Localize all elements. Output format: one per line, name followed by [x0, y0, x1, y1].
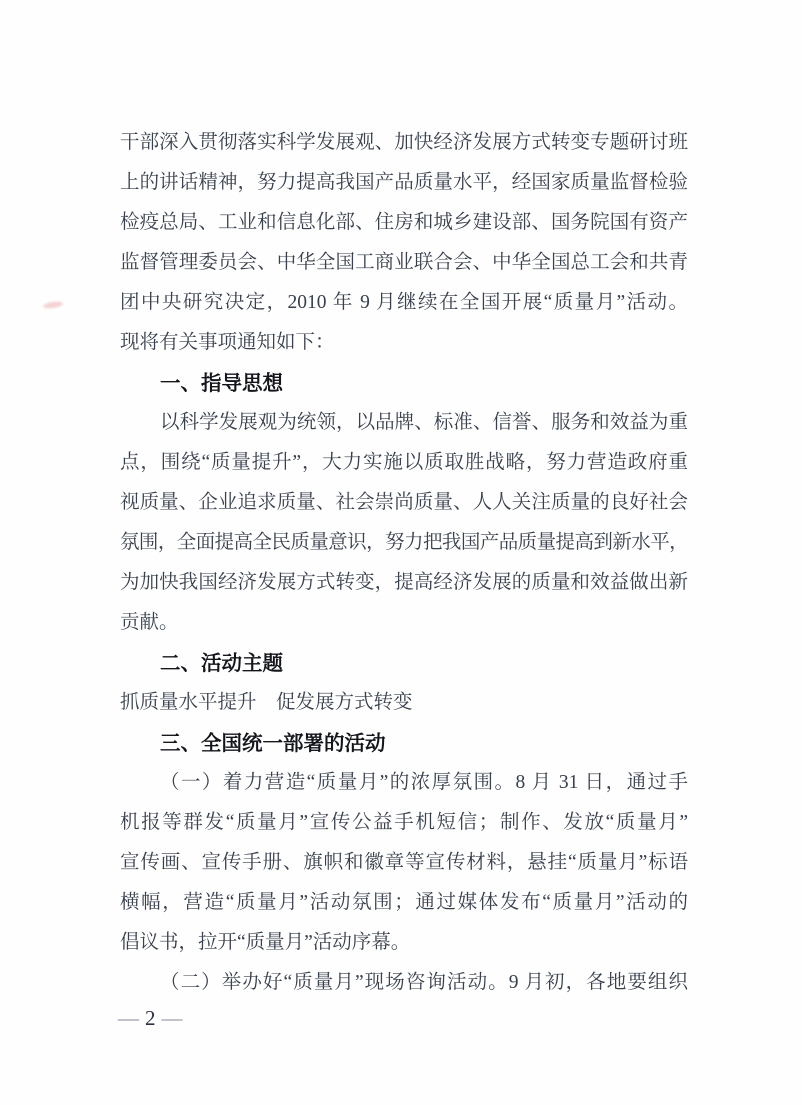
- footer-dash-left: —: [118, 1006, 139, 1030]
- text-line: 视质量、企业追求质量、社会崇尚质量、人人关注质量的良好社会: [120, 492, 688, 513]
- text-line: （二）举办好“质量月”现场咨询活动。9 月初，各地要组织: [160, 972, 688, 993]
- document-body: [120, 123, 688, 1003]
- text-line: 倡议书，拉开“质量月”活动序幕。: [120, 932, 411, 953]
- text-line: 横幅，营造“质量月”活动氛围；通过媒体发布“质量月”活动的: [120, 892, 688, 913]
- text-line: 氛围，全面提高全民质量意识，努力把我国产品质量提高到新水平，: [120, 532, 688, 553]
- footer-dash-right: —: [161, 1006, 183, 1030]
- section-heading-2: 二、活动主题: [160, 651, 283, 675]
- text-line: 现将有关事项通知如下：: [120, 332, 335, 353]
- text-line: 机报等群发“质量月”宣传公益手机短信；制作、发放“质量月”: [120, 812, 688, 833]
- text-line: 上的讲话精神，努力提高我国产品质量水平，经国家质量监督检验: [120, 172, 688, 193]
- text-line: （一）着力营造“质量月”的浓厚氛围。8 月 31 日，通过手: [160, 772, 688, 793]
- section-heading-3: 三、全国统一部署的活动: [160, 731, 386, 755]
- text-line: 贡献。: [120, 612, 179, 633]
- text-line: 以科学发展观为统领，以品牌、标准、信誉、服务和效益为重: [160, 412, 688, 433]
- page-number: 2: [145, 1006, 156, 1030]
- text-line: 监督管理委员会、中华全国工商业联合会、中华全国总工会和共青: [120, 252, 688, 273]
- page-number-footer: [112, 1000, 189, 1036]
- text-line: 点，围绕“质量提升”，大力实施以质取胜战略，努力营造政府重: [120, 452, 688, 473]
- activity-theme-line: 抓质量水平提升 促发展方式转变: [120, 692, 413, 713]
- text-line: 干部深入贯彻落实科学发展观、加快经济发展方式转变专题研讨班: [120, 132, 688, 153]
- scan-speck-artifact: [43, 301, 64, 310]
- text-line: 宣传画、宣传手册、旗帜和徽章等宣传材料，悬挂“质量月”标语: [120, 852, 688, 873]
- text-line: 检疫总局、工业和信息化部、住房和城乡建设部、国务院国有资产: [120, 212, 688, 233]
- text-line: 为加快我国经济发展方式转变，提高经济发展的质量和效益做出新: [120, 572, 688, 593]
- section-heading-1: 一、指导思想: [160, 371, 283, 395]
- text-line: 团中央研究决定，2010 年 9 月继续在全国开展“质量月”活动。: [120, 292, 688, 313]
